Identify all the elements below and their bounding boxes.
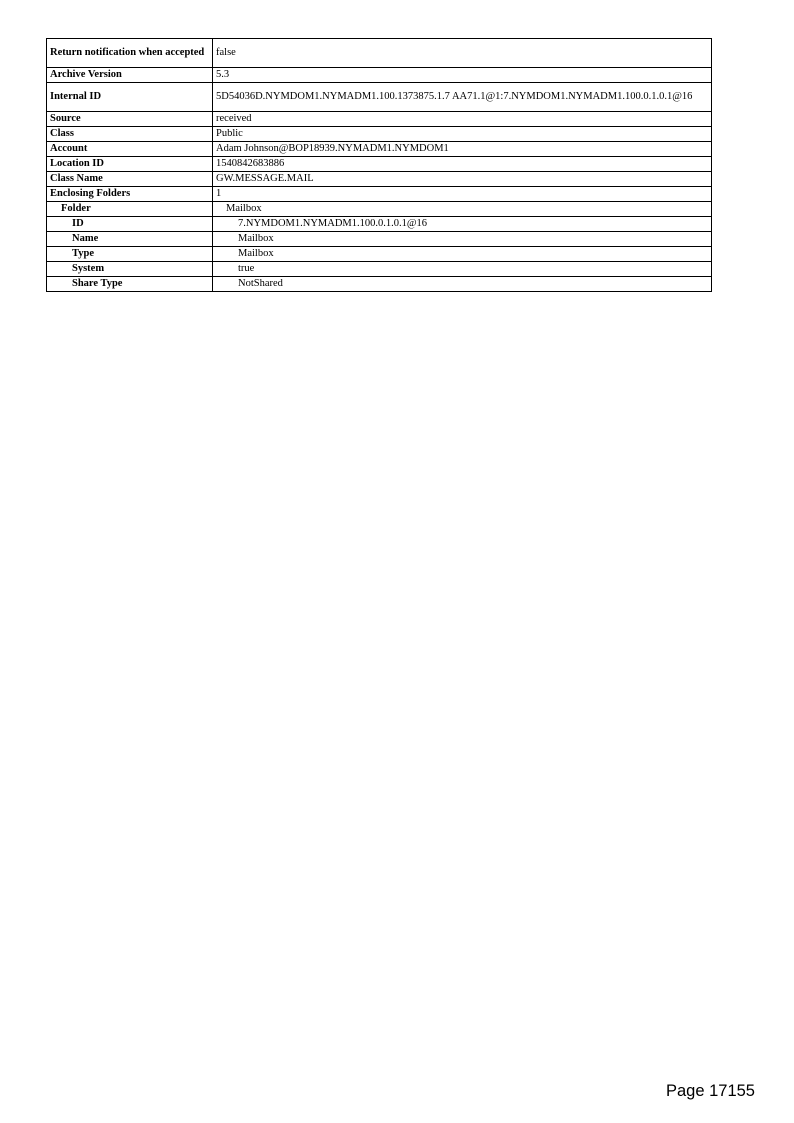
property-name: Return notification when accepted bbox=[47, 39, 213, 68]
property-value: received bbox=[213, 112, 712, 127]
property-name: Account bbox=[47, 142, 213, 157]
property-value: 5.3 bbox=[213, 68, 712, 83]
table-row bbox=[47, 39, 712, 68]
property-value: GW.MESSAGE.MAIL bbox=[213, 172, 712, 187]
table-row bbox=[47, 187, 712, 202]
table-row bbox=[47, 202, 712, 217]
property-name: System bbox=[47, 262, 213, 277]
table-row bbox=[47, 262, 712, 277]
property-value: 1540842683886 bbox=[213, 157, 712, 172]
table-row bbox=[47, 127, 712, 142]
table-row bbox=[47, 172, 712, 187]
property-name: Class bbox=[47, 127, 213, 142]
property-name: Archive Version bbox=[47, 68, 213, 83]
property-value: 1 bbox=[213, 187, 712, 202]
table-row bbox=[47, 157, 712, 172]
table-row bbox=[47, 232, 712, 247]
table-row bbox=[47, 217, 712, 232]
table-row bbox=[47, 277, 712, 292]
table-row bbox=[47, 83, 712, 112]
table-row bbox=[47, 142, 712, 157]
property-name: ID bbox=[47, 217, 213, 232]
table-row bbox=[47, 68, 712, 83]
table-row bbox=[47, 112, 712, 127]
property-name: Class Name bbox=[47, 172, 213, 187]
page-number: Page 17155 bbox=[665, 1082, 755, 1100]
property-value: 5D54036D.NYMDOM1.NYMADM1.100.1373875.1.7 AA71.1@1:7.NYMDOM1.NYMADM1.100.0.1.0.1@16 bbox=[213, 83, 712, 112]
properties-table bbox=[46, 38, 712, 292]
property-name: Name bbox=[47, 232, 213, 247]
property-name: Source bbox=[47, 112, 213, 127]
property-name: Location ID bbox=[47, 157, 213, 172]
property-value: 7.NYMDOM1.NYMADM1.100.0.1.0.1@16 bbox=[213, 217, 712, 232]
property-value: Mailbox bbox=[213, 232, 712, 247]
property-name: Folder bbox=[47, 202, 213, 217]
property-value: Mailbox bbox=[213, 202, 712, 217]
property-name: Share Type bbox=[47, 277, 213, 292]
property-value: Public bbox=[213, 127, 712, 142]
property-value: false bbox=[213, 39, 712, 68]
property-value: Adam Johnson@BOP18939.NYMADM1.NYMDOM1 bbox=[213, 142, 712, 157]
table-row bbox=[47, 247, 712, 262]
property-value: Mailbox bbox=[213, 247, 712, 262]
property-value: true bbox=[213, 262, 712, 277]
property-value: NotShared bbox=[213, 277, 712, 292]
property-name: Internal ID bbox=[47, 83, 213, 112]
property-name: Type bbox=[47, 247, 213, 262]
property-name: Enclosing Folders bbox=[47, 187, 213, 202]
